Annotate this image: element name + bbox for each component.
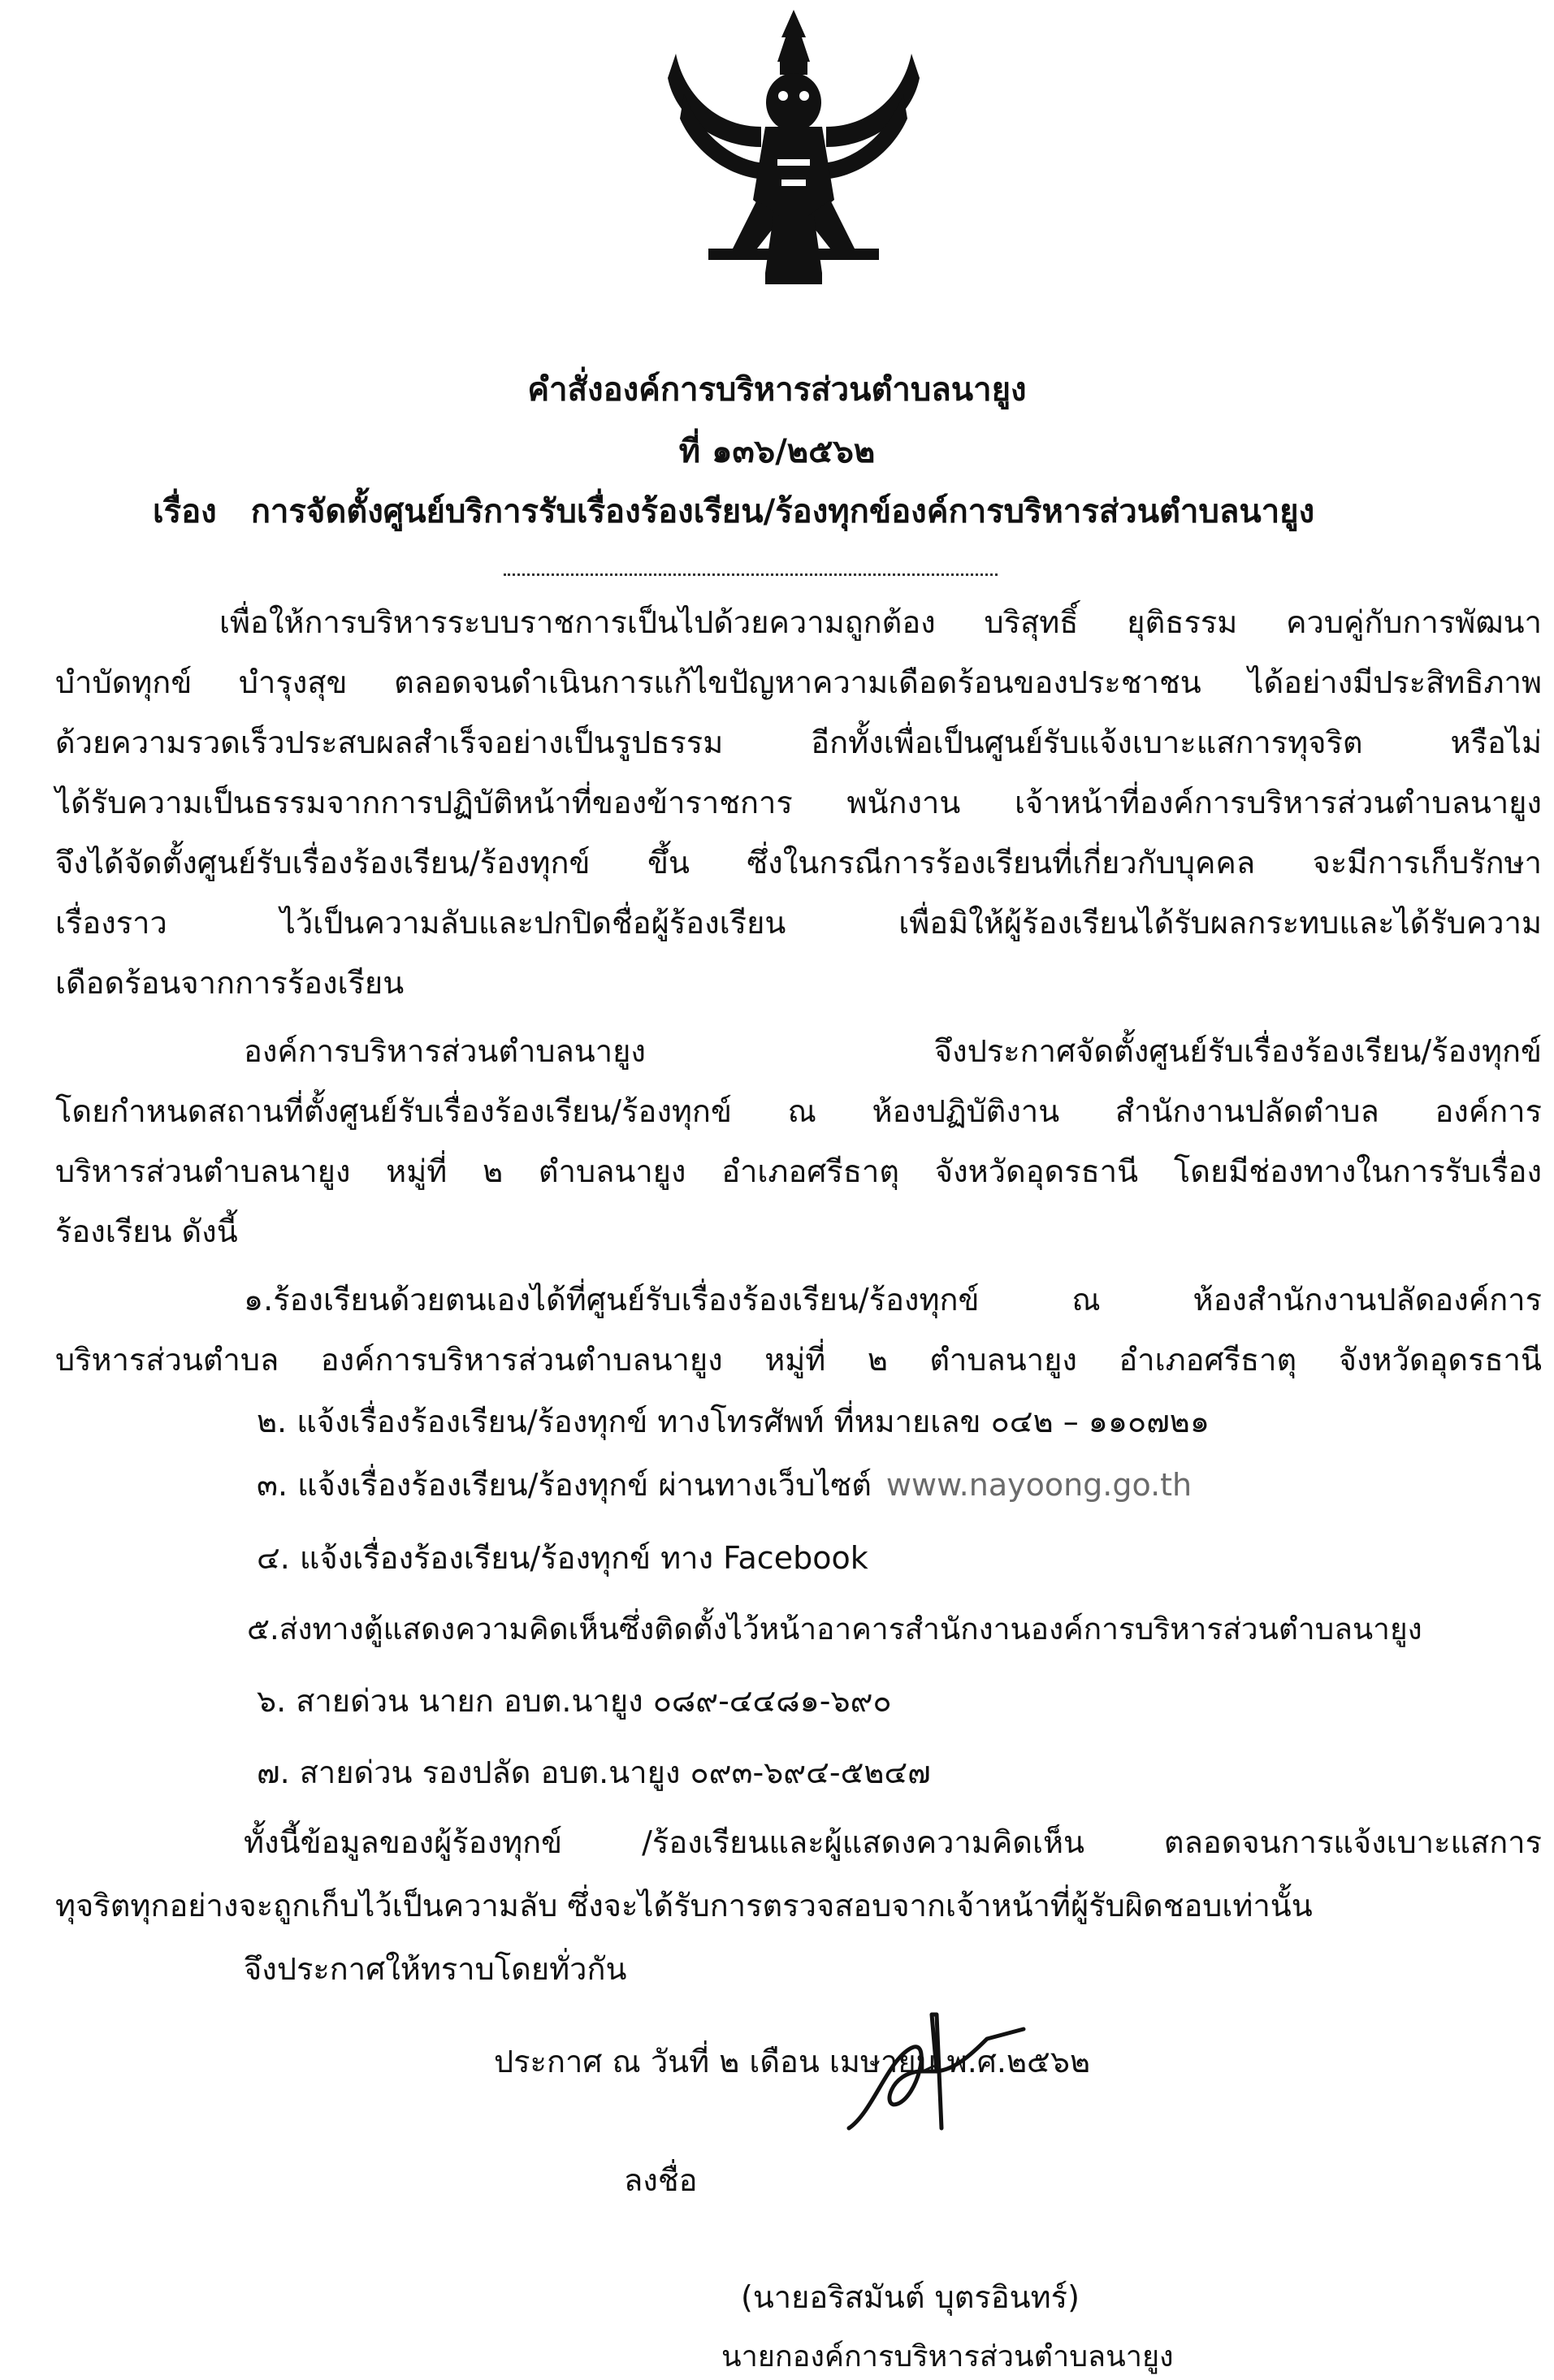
channel-3 — [257, 1462, 1192, 1508]
paragraph-1-line: ด้วยความรวดเร็วประสบผลสำเร็จอย่างเป็นรูปธรรม อีกทั้งเพื่อเป็นศูนย์รับแจ้งเบาะแสการทุจริต หรือไม่ — [55, 725, 1542, 760]
signature-icon — [841, 2006, 1028, 2136]
garuda-emblem-icon — [660, 5, 928, 289]
closing-line: จึงประกาศให้ทราบโดยทั่วกัน — [244, 1951, 627, 1987]
signer-name: (นายอริสมันต์ บุตรอินทร์) — [741, 2279, 1080, 2315]
paragraph-3-line: ทั้งนี้ข้อมูลของผู้ร้องทุกข์ /ร้องเรียนและผู้แสดงความคิดเห็น ตลอดจนการแจ้งเบาะแสการ — [244, 1824, 1542, 1860]
paragraph-3-line: ทุจริตทุกอย่างจะถูกเก็บไว้เป็นความลับ ซึ่งจะได้รับการตรวจสอบจากเจ้าหน้าที่ผู้รับผิดชอบเท่านั้น — [55, 1888, 1313, 1923]
channel-6: ๖. สายด่วน นายก อบต.นายูง ๐๘๙-๔๔๘๑-๖๙๐ — [257, 1683, 892, 1719]
order-title: คำสั่งองค์การบริหารส่วนตำบลนายูง — [527, 371, 1027, 409]
channel-7: ๗. สายด่วน รองปลัด อบต.นายูง ๐๙๓-๖๙๔-๕๒๔๗ — [257, 1755, 931, 1790]
paragraph-1-line: เดือดร้อนจากการร้องเรียน — [55, 965, 405, 1001]
date-line: ประกาศ ณ วันที่ ๒ เดือน เมษายน พ.ศ.๒๕๖๒ — [494, 2044, 1090, 2079]
channel-1-line: บริหารส่วนตำบล องค์การบริหารส่วนตำบลนายูง หมู่ที่ ๒ ตำบลนายูง อำเภอศรีธาตุ จังหวัดอุดรธานี — [55, 1342, 1542, 1378]
paragraph-1-line: ได้รับความเป็นธรรมจากการปฏิบัติหน้าที่ของข้าราชการ พนักงาน เจ้าหน้าที่องค์การบริหารส่วนตำบลนายูง — [55, 785, 1542, 820]
divider — [504, 573, 998, 576]
paragraph-2-line: โดยกำหนดสถานที่ตั้งศูนย์รับเรื่องร้องเรียน/ร้องทุกข์ ณ ห้องปฏิบัติงาน สำนักงานปลัดตำบล องค์การ — [55, 1093, 1542, 1129]
paragraph-1-line: จึงได้จัดตั้งศูนย์รับเรื่องร้องเรียน/ร้องทุกข์ ขึ้น ซึ่งในกรณีการร้องเรียนที่เกี่ยวกับบุคคล จะมีการเก็บรักษา — [55, 845, 1542, 881]
signature-label: ลงชื่อ — [624, 2162, 698, 2198]
website-link[interactable]: www.nayoong.go.th — [885, 1467, 1193, 1503]
order-number: ที่ ๑๓๖/๒๕๖๒ — [678, 433, 876, 470]
subject-label: เรื่อง — [153, 493, 217, 530]
channel-1-line: ๑.ร้องเรียนด้วยตนเองได้ที่ศูนย์รับเรื่องร้องเรียน/ร้องทุกข์ ณ ห้องสำนักงานปลัดองค์การ — [244, 1282, 1542, 1318]
paragraph-2-line: ร้องเรียน ดังนี้ — [55, 1214, 238, 1249]
paragraph-2-line: องค์การบริหารส่วนตำบลนายูง จึงประกาศจัดตั้งศูนย์รับเรื่องร้องเรียน/ร้องทุกข์ — [244, 1033, 1542, 1069]
channel-4: ๔. แจ้งเรื่องร้องเรียน/ร้องทุกข์ ทาง Facebook — [257, 1540, 868, 1576]
channel-5: ๕.ส่งทางตู้แสดงความคิดเห็นซึ่งติดตั้งไว้หน้าอาคารสำนักงานองค์การบริหารส่วนตำบลนายูง — [247, 1612, 1422, 1647]
channel-2: ๒. แจ้งเรื่องร้องเรียน/ร้องทุกข์ ทางโทรศัพท์ ที่หมายเลข ๐๔๒ – ๑๑๐๗๒๑ — [257, 1404, 1210, 1439]
paragraph-1-line: บำบัดทุกข์ บำรุงสุข ตลอดจนดำเนินการแก้ไขปัญหาความเดือดร้อนของประชาชน ได้อย่างมีประสิทธิภาพ — [55, 664, 1542, 700]
signer-position: นายกองค์การบริหารส่วนตำบลนายูง — [721, 2340, 1174, 2374]
channel-3-text: ๓. แจ้งเรื่องร้องเรียน/ร้องทุกข์ ผ่านทางเว็บไซต์ — [257, 1467, 872, 1503]
paragraph-2-line: บริหารส่วนตำบลนายูง หมู่ที่ ๒ ตำบลนายูง อำเภอศรีธาตุ จังหวัดอุดรธานี โดยมีช่องทางในการรับเรื่อง — [55, 1153, 1542, 1189]
paragraph-1-line: เพื่อให้การบริหารระบบราชการเป็นไปด้วยความถูกต้อง บริสุทธิ์ ยุติธรรม ควบคู่กับการพัฒนา — [219, 604, 1542, 640]
subject-line — [153, 487, 1314, 536]
subject-text: การจัดตั้งศูนย์บริการรับเรื่องร้องเรียน/ร้องทุกข์องค์การบริหารส่วนตำบลนายูง — [250, 493, 1315, 530]
paragraph-1-line: เรื่องราว ไว้เป็นความลับและปกปิดชื่อผู้ร้องเรียน เพื่อมิให้ผู้ร้องเรียนได้รับผลกระทบและได้รับความ — [55, 905, 1542, 941]
